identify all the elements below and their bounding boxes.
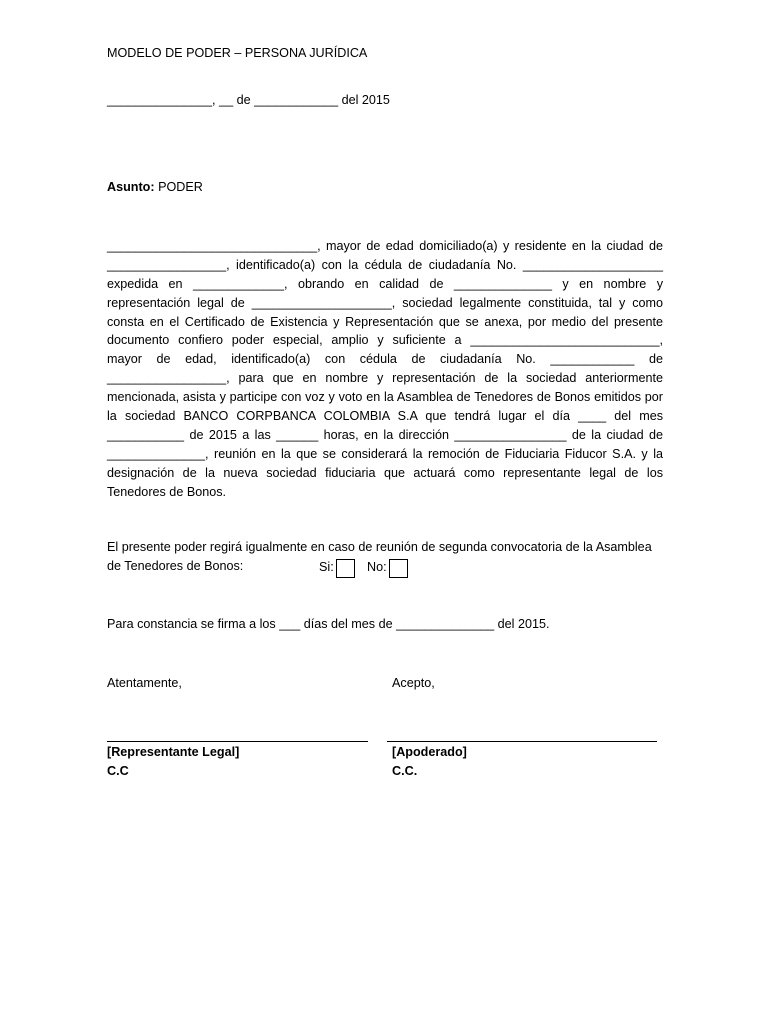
signature-line-left <box>107 741 368 742</box>
second-paragraph-line1: El presente poder regirá igualmente en caso de reunión de segunda convocatoria de la Asamblea <box>107 540 652 554</box>
body-line: la sociedad BANCO CORPBANCA COLOMBIA S.A que tendrá lugar el día ____ del mes <box>107 409 663 424</box>
subject-value: PODER <box>154 180 203 194</box>
body-line: _________________, para que en nombre y representación de la sociedad anteriormente <box>107 371 663 386</box>
date-line: _______________, __ de ____________ del 2015 <box>107 93 390 107</box>
body-line: ___________ de 2015 a las ______ horas, en la dirección ________________ de la ciudad de <box>107 427 663 442</box>
body-line: _________________, identificado(a) con la cédula de ciudadanía No. ____________________ <box>107 257 663 272</box>
body-line: ______________________________, mayor de edad domiciliado(a) y residente en la ciudad de <box>107 239 663 253</box>
body-line: mencionada, asista y participe con voz y voto en la Asamblea de Tenedores de Bonos emitidos por <box>107 390 663 405</box>
body-line: mayor de edad, identificado(a) con cédula de ciudadanía No. ____________ de <box>107 352 663 367</box>
document-title: MODELO DE PODER – PERSONA JURÍDICA <box>107 46 368 60</box>
subject-line <box>107 180 203 194</box>
second-paragraph-line2: de Tenedores de Bonos: <box>107 559 244 573</box>
signature-role-right: [Apoderado] <box>392 745 467 759</box>
si-label: Si: <box>319 560 334 574</box>
si-checkbox[interactable] <box>336 559 355 578</box>
no-checkbox[interactable] <box>389 559 408 578</box>
signature-id-right: C.C. <box>392 764 418 778</box>
body-line: designación de la nueva sociedad fiduciaria que actuará como representante legal de los <box>107 465 663 480</box>
signature-line-right <box>387 741 657 742</box>
closing-right: Acepto, <box>392 676 435 690</box>
body-line: consta en el Certificado de Existencia y Representación que se anexa, por medio del presente <box>107 314 663 329</box>
body-line: expedida en _____________, obrando en calidad de ______________ y en nombre y <box>107 276 663 291</box>
constancia-line: Para constancia se firma a los ___ días del mes de ______________ del 2015. <box>107 617 550 631</box>
no-label: No: <box>367 560 387 574</box>
signature-id-left: C.C <box>107 764 129 778</box>
subject-label: Asunto: <box>107 180 155 194</box>
no-option <box>367 559 408 578</box>
signature-role-left: [Representante Legal] <box>107 745 240 759</box>
body-line: documento confiero poder especial, amplio y suficiente a ___________________________, <box>107 333 663 348</box>
body-line: Tenedores de Bonos. <box>107 484 227 499</box>
closing-left: Atentamente, <box>107 676 182 690</box>
main-paragraph <box>107 237 663 501</box>
body-line: representación legal de ____________________, sociedad legalmente constituida, tal y como <box>107 295 663 310</box>
body-line: ______________, reunión en la que se considerará la remoción de Fiduciaria Fiducor S.A. y la <box>107 446 663 461</box>
si-option <box>319 559 355 578</box>
